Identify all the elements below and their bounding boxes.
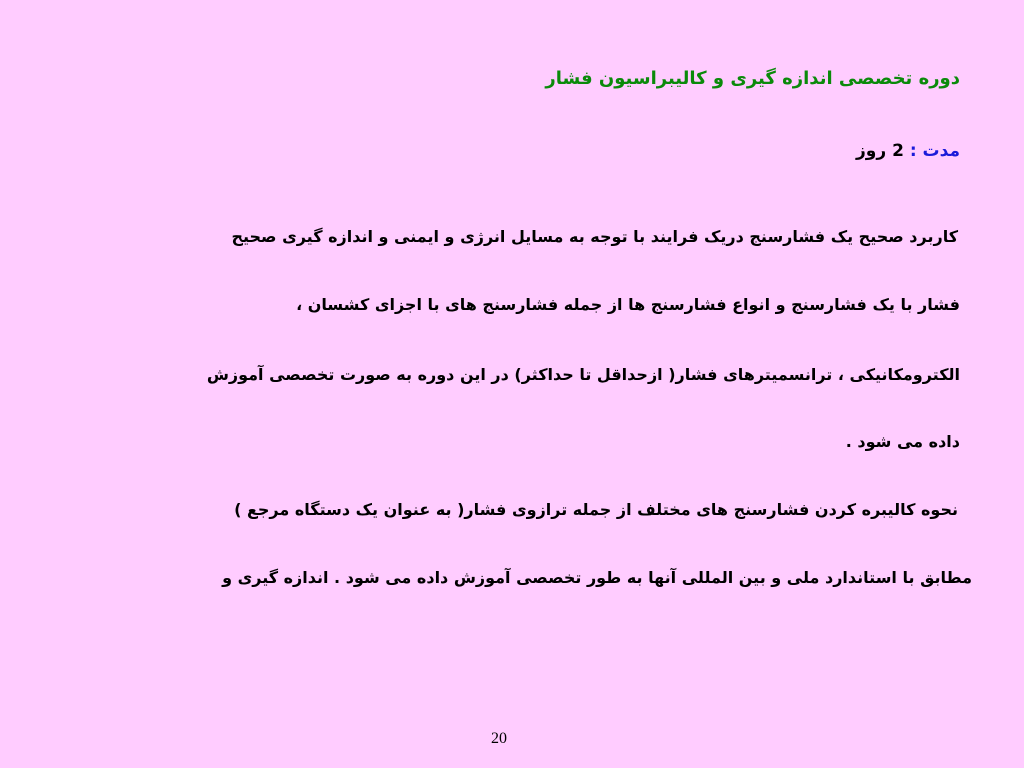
slide-title: دوره تخصصی اندازه گیری و کالیبراسیون فشار bbox=[545, 68, 960, 89]
body-line-4: داده می شود . bbox=[845, 432, 960, 451]
duration-line bbox=[856, 138, 960, 164]
duration-value: 2 روز bbox=[856, 141, 904, 161]
body-line-1: کاربرد صحیح یک فشارسنج دریک فرایند با توجه به مسایل انرژی و ایمنی و اندازه گیری صحیح bbox=[231, 227, 958, 246]
body-line-6: مطابق با استاندارد ملی و بین المللی آنها به طور تخصصی آموزش داده می شود . اندازه گیری و bbox=[222, 568, 972, 587]
duration-label: مدت : bbox=[909, 141, 960, 161]
body-line-5: نحوه کالیبره کردن فشارسنج های مختلف از جمله ترازوی فشار( به عنوان یک دستگاه مرجع ) bbox=[234, 500, 958, 519]
body-line-3: الکترومکانیکی ، ترانسمیترهای فشار( ازحداقل تا حداکثر) در این دوره به صورت تخصصی آموزش bbox=[206, 365, 960, 384]
page-number: 20 bbox=[491, 730, 507, 747]
body-line-2: فشار با یک فشارسنج و انواع فشارسنج ها از جمله فشارسنج های با اجزای کشسان ، bbox=[296, 295, 960, 314]
